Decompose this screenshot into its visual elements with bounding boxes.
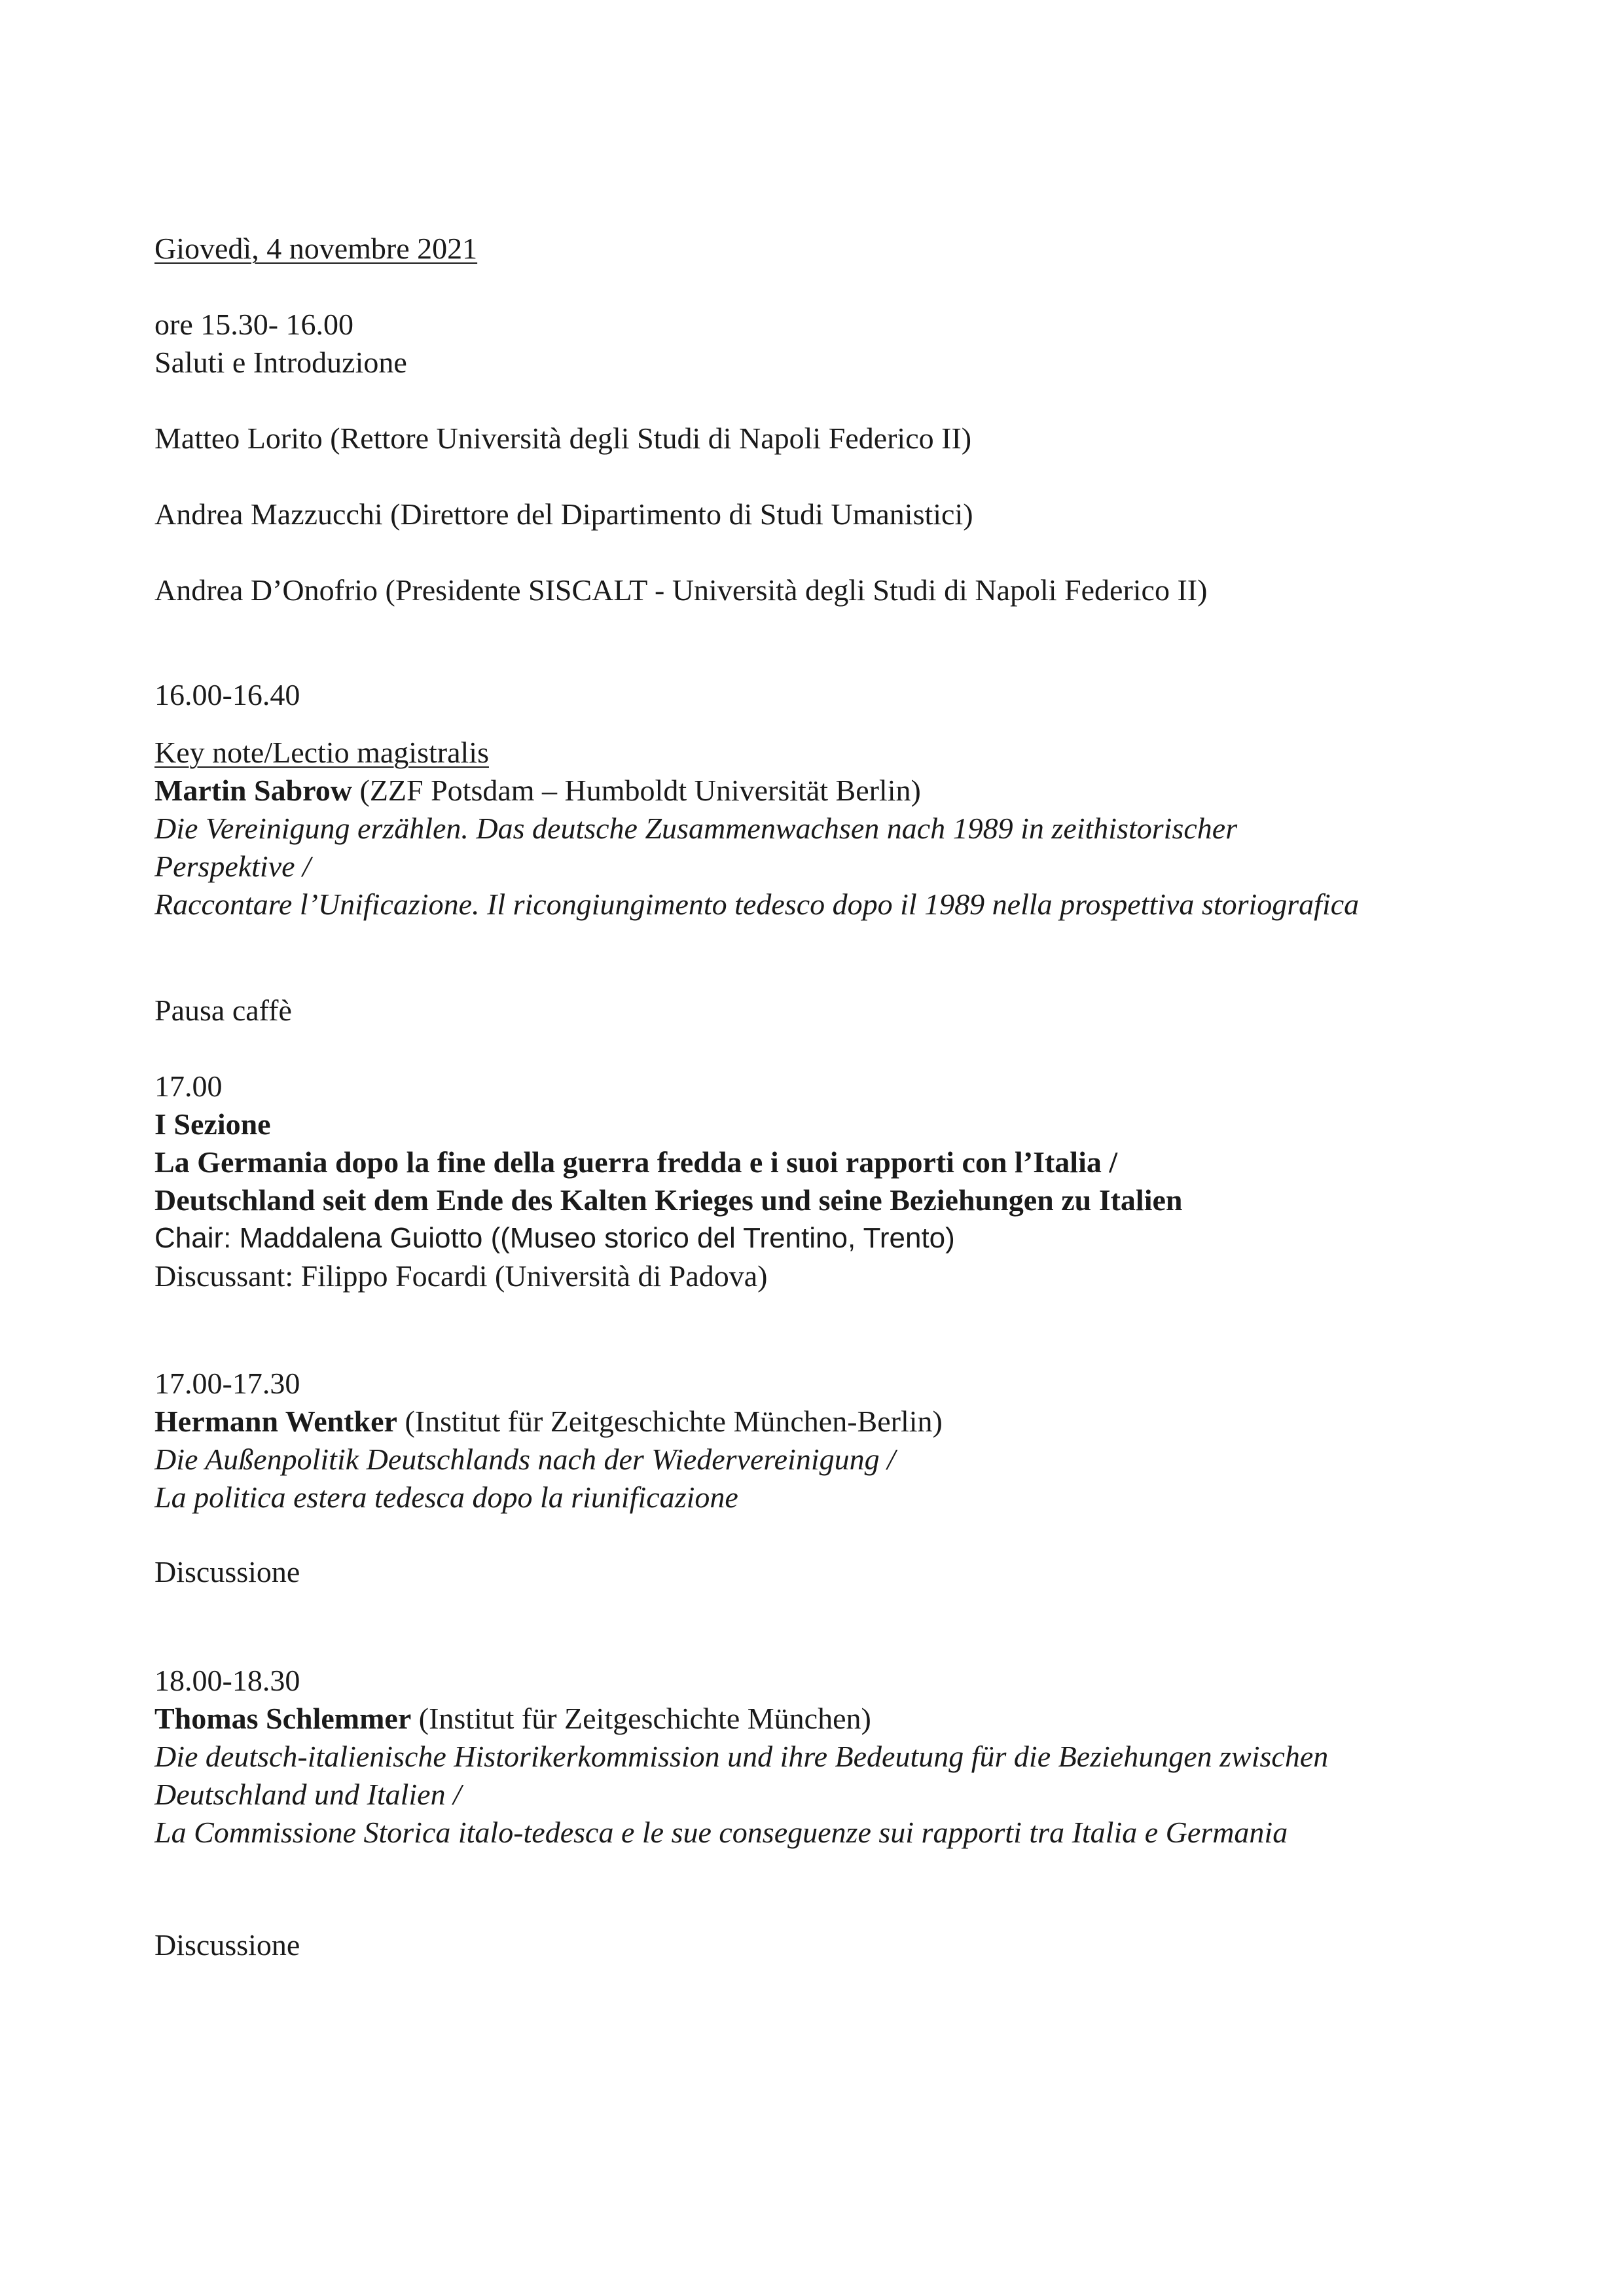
opening-time: ore 15.30- 16.00 — [154, 308, 354, 341]
talk-title-line: Die Außenpolitik Deutschlands nach der Wiedervereinigung / — [154, 1443, 895, 1476]
opening-speaker: Andrea D’Onofrio (Presidente SISCALT - Università degli Studi di Napoli Federico II) — [154, 573, 1208, 607]
section1-chair: Chair: Maddalena Guiotto ((Museo storico del Trentino, Trento) — [154, 1222, 955, 1254]
section1-label: I Sezione — [154, 1107, 271, 1141]
keynote-title-line: Die Vereinigung erzählen. Das deutsche Zusammenwachsen nach 1989 in zeithistorischer — [154, 812, 1238, 845]
talk-affiliation: (Institut für Zeitgeschichte München) — [411, 1702, 871, 1735]
talk-title-line: La Commissione Storica italo-tedesca e le sue conseguenze sui rapporti tra Italia e Germania — [154, 1816, 1288, 1849]
date-heading: Giovedì, 4 novembre 2021 — [154, 232, 478, 265]
keynote-affiliation: (ZZF Potsdam – Humboldt Universität Berlin) — [352, 774, 921, 807]
talk-affiliation: (Institut für Zeitgeschichte München-Berlin) — [397, 1405, 943, 1438]
opening-title: Saluti e Introduzione — [154, 346, 407, 379]
talk-speaker: Hermann Wentker — [154, 1405, 397, 1438]
talk-speaker-line — [154, 1700, 871, 1737]
talk-title-line: Deutschland und Italien / — [154, 1778, 461, 1811]
talk-speaker: Thomas Schlemmer — [154, 1702, 412, 1735]
section1-discussant: Discussant: Filippo Focardi (Università di Padova) — [154, 1259, 768, 1293]
talk-title-line: La politica estera tedesca dopo la riunificazione — [154, 1480, 738, 1514]
section1-time: 17.00 — [154, 1069, 223, 1103]
talk-discussion: Discussione — [154, 1555, 300, 1588]
opening-speaker: Andrea Mazzucchi (Direttore del Dipartimento di Studi Umanistici) — [154, 497, 973, 531]
talk-discussion: Discussione — [154, 1928, 300, 1962]
talk-time: 18.00-18.30 — [154, 1664, 300, 1697]
section1-title-line: Deutschland seit dem Ende des Kalten Krieges und seine Beziehungen zu Italien — [154, 1183, 1183, 1217]
opening-speaker: Matteo Lorito (Rettore Università degli Studi di Napoli Federico II) — [154, 422, 972, 455]
keynote-title-line: Perspektive / — [154, 850, 311, 883]
talk-time: 17.00-17.30 — [154, 1367, 300, 1400]
talk-title-line: Die deutsch-italienische Historikerkommission und ihre Bedeutung für die Beziehungen zwischen — [154, 1740, 1329, 1773]
talk-speaker-line — [154, 1403, 943, 1440]
keynote-title-line: Raccontare l’Unificazione. Il ricongiungimento tedesco dopo il 1989 nella prospettiva storiografica — [154, 888, 1360, 921]
section1-title-line: La Germania dopo la fine della guerra fredda e i suoi rapporti con l’Italia / — [154, 1145, 1118, 1179]
coffee-break: Pausa caffè — [154, 994, 292, 1027]
keynote-speaker: Martin Sabrow — [154, 774, 352, 807]
keynote-speaker-line — [154, 772, 921, 809]
keynote-time: 16.00-16.40 — [154, 678, 300, 711]
keynote-label: Key note/Lectio magistralis — [154, 736, 489, 769]
